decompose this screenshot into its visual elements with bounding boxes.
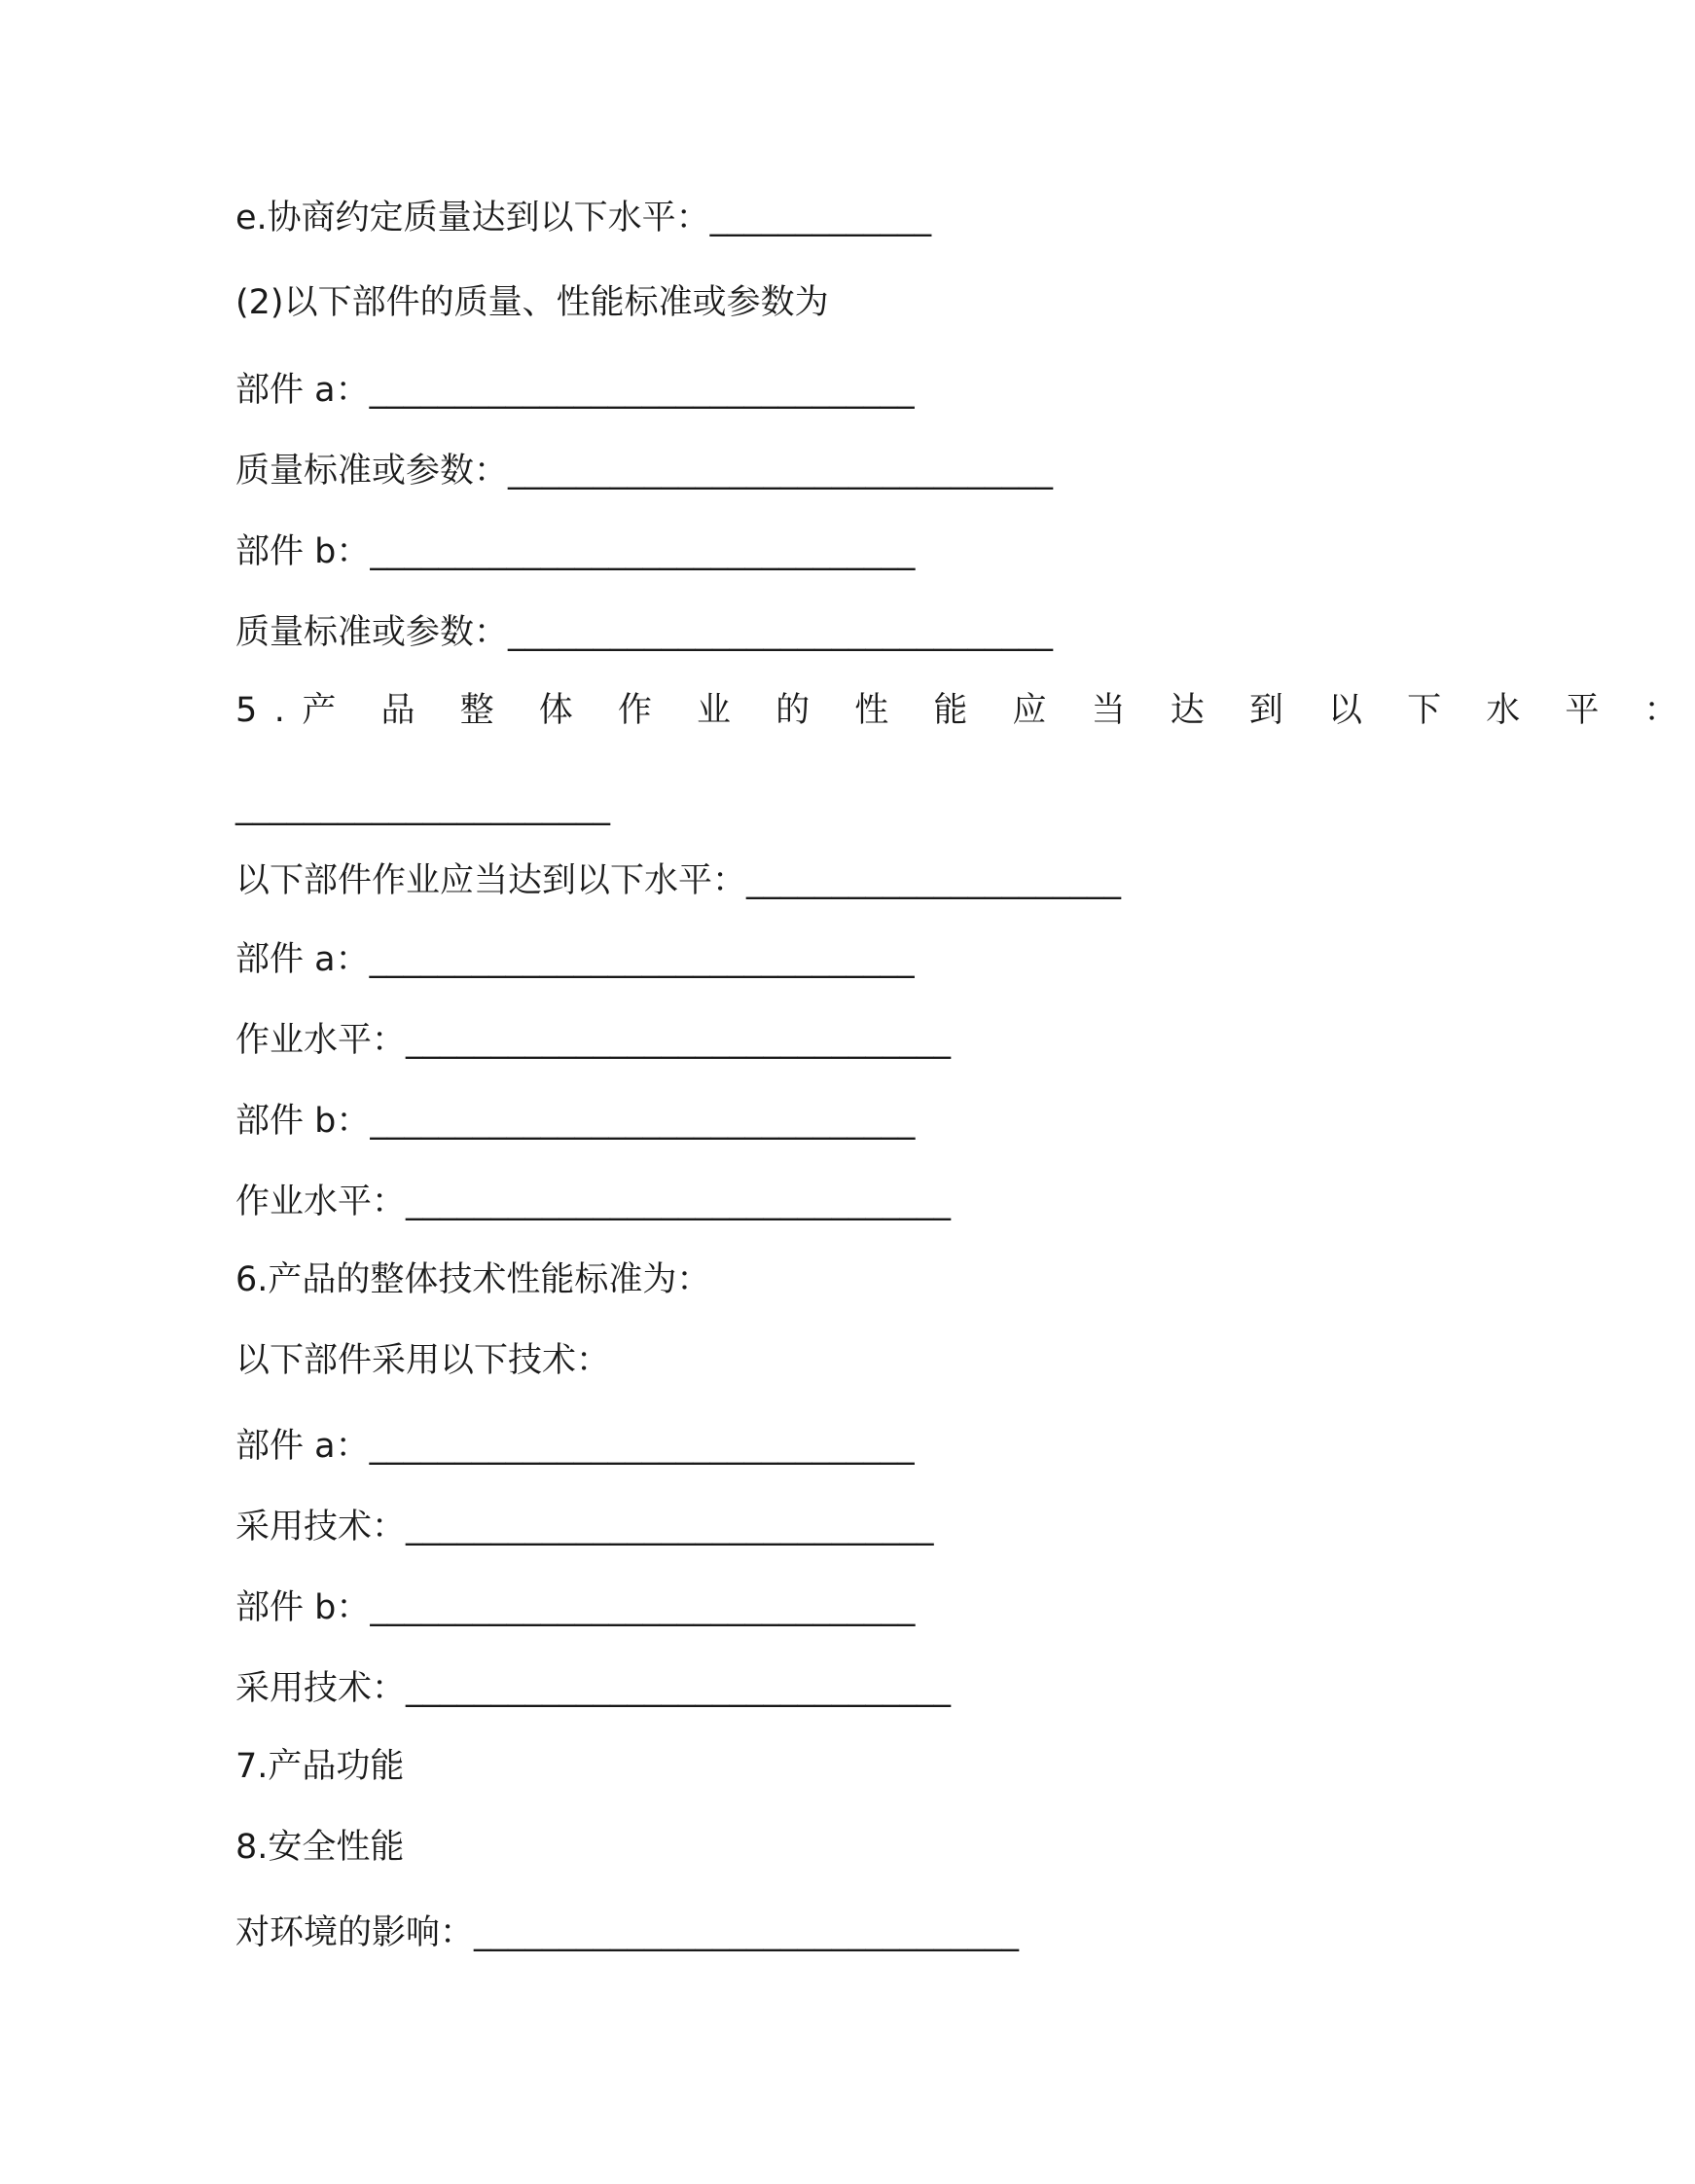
line-quality-standard-a: 质量标准或参数：________________________________: [235, 452, 1054, 491]
line-environmental-impact: 对环境的影响：________________________________: [235, 1913, 1020, 1952]
line-components-technology: 以下部件采用以下技术：: [235, 1341, 611, 1380]
line-operation-level-b: 作业水平：________________________________: [235, 1183, 952, 1221]
line-operation-level-a: 作业水平：________________________________: [235, 1021, 952, 1060]
line-section-5-heading: 5.产 品 整 体 作 业 的 性 能 应 当 达 到 以 下 水 平 ：: [235, 691, 1695, 730]
line-section-8-heading: 8.安全性能: [235, 1828, 405, 1867]
line-component-standards-heading: (2)以下部件的质量、性能标准或参数为: [235, 283, 829, 322]
line-quality-standard-b: 质量标准或参数：________________________________: [235, 613, 1054, 652]
line-section-7-heading: 7.产品功能: [235, 1747, 405, 1786]
line-section-5-blank: ______________________: [235, 787, 610, 826]
line-quality-agreement: e.协商约定质量达到以下水平：_____________: [235, 199, 932, 237]
line-component-b-3: 部件 b：________________________________: [235, 1588, 916, 1627]
line-component-a-3: 部件 a：________________________________: [235, 1427, 915, 1466]
line-component-a: 部件 a：________________________________: [235, 371, 915, 410]
line-component-operation-level: 以下部件作业应当达到以下水平：______________________: [235, 861, 1122, 900]
line-component-b-2: 部件 b：________________________________: [235, 1102, 916, 1141]
line-technology-a: 采用技术：_______________________________: [235, 1508, 934, 1547]
line-component-b: 部件 b：________________________________: [235, 532, 916, 571]
line-component-a-2: 部件 a：________________________________: [235, 940, 915, 979]
line-section-6-heading: 6.产品的整体技术性能标准为：: [235, 1260, 711, 1299]
line-technology-b: 采用技术：________________________________: [235, 1669, 952, 1708]
